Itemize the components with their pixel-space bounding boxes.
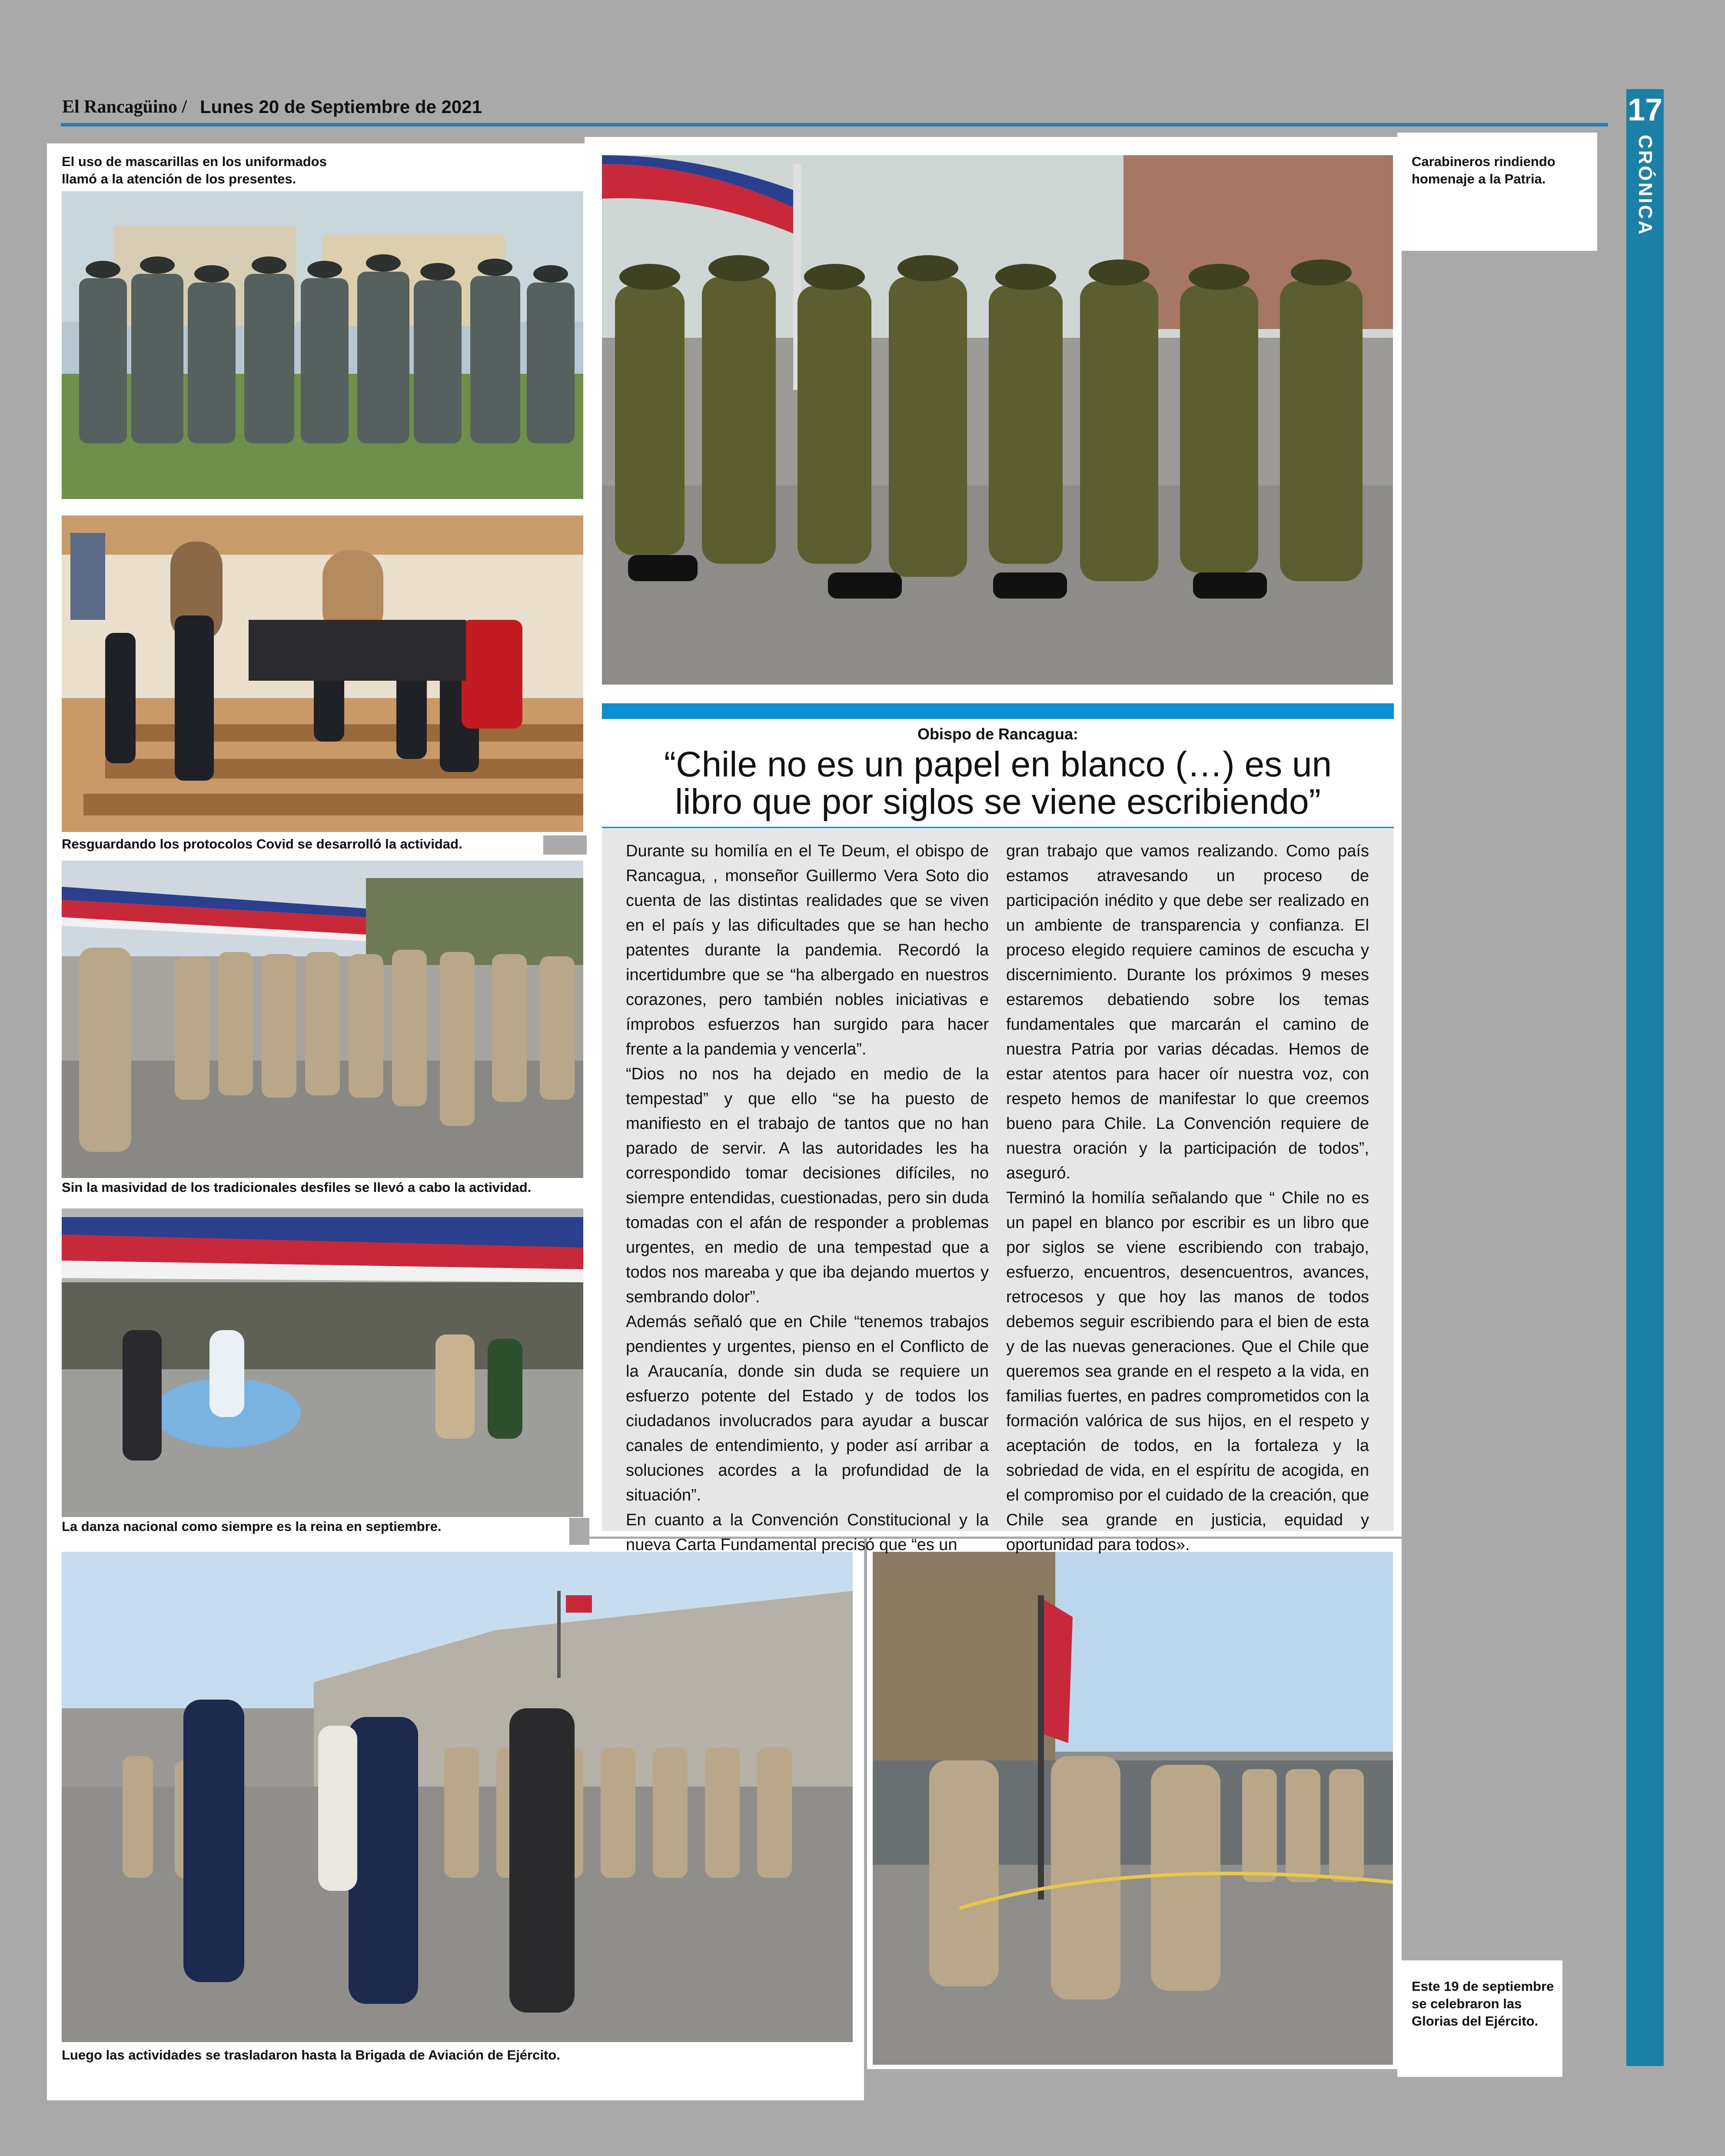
paragraph: En cuanto a la Convención Constitucional y la nueva Carta Fundamental precisó que “es un [626, 1511, 989, 1554]
photo-aviation-brigade [62, 1552, 853, 2042]
photo-parade-marching [62, 861, 583, 1178]
photo-church-interior [62, 516, 583, 832]
paragraph: “Dios no nos ha dejado en medio de la tempestad” y que ello “se ha puesto de manifiesto en el trabajo de tantos que no han parado de servir. A las autoridades les ha correspondido tomar decisiones difíciles, no siempre entendidas, cuestionadas, pero sin duda tomadas con el afán de responder a problemas urgentes, en medio de una tempestad que a todos nos mareaba y que iba dejando muertos y sembrando dolor”. [626, 1065, 989, 1306]
caption-covid: Resguardando los protocolos Covid se desarrolló la actividad. [62, 836, 462, 852]
header-rule [61, 123, 1608, 126]
photo-carabineros-marching [602, 155, 1393, 685]
caption-masks: El uso de mascarillas en los uniformados llamó a la atención de los presentes. [62, 154, 327, 186]
section-label: CRÓNICA [1635, 135, 1656, 236]
article-headline [602, 746, 1394, 821]
headline-line-1: “Chile no es un papel en blanco (…) es un [664, 745, 1332, 784]
caption-dance: La danza nacional como siempre es la reina en septiembre. [62, 1519, 442, 1534]
publication-name: El Rancagüino / [62, 97, 187, 117]
caption-parade: Sin la masividad de los tradicionales desfiles se llevó a cabo la actividad. [62, 1180, 532, 1195]
caption-aviation: Luego las actividades se trasladaron hasta la Brigada de Aviación de Ejército. [62, 2047, 560, 2063]
gray-mark [569, 1518, 589, 1545]
gray-mark [543, 835, 587, 855]
caption-box-carabineros [1397, 133, 1597, 251]
article-column-1 [626, 839, 989, 1557]
caption-glorias: Este 19 de septiembre se celebraron las Glorias del Ejército. [1412, 1979, 1554, 2029]
photo-cueca-dance [62, 1208, 583, 1517]
paragraph: Durante su homilía en el Te Deum, el obispo de Rancagua, , monseñor Guillermo Vera Soto dio cuenta de las distintas realidades que se viven en el país y las dificultades que se han hecho patentes durante la pandemia. Recordó la incertidumbre que se “ha albergado en nuestros corazones, pero también nobles iniciativas e ímprobos esfuerzos han surgido para hacer frente a la pandemia y vencerla”. [626, 842, 989, 1058]
article-kicker: Obispo de Rancagua: [917, 725, 1079, 743]
paragraph: Además señaló que en Chile “tenemos trabajos pendientes y urgentes, pienso en el Conflicto de la Araucanía, donde sin duda se requiere un esfuerzo potente del Estado y de todos los ciudadanos involucrados para ayudar a buscar canales de entendimiento, y poder así arribar a soluciones acordes a la profundidad de la situación”. [626, 1313, 989, 1504]
publication-date: Lunes 20 de Septiembre de 2021 [200, 96, 482, 117]
headline-line-2: libro que por siglos se viene escribiendo” [675, 782, 1321, 822]
article-column-2 [1006, 839, 1369, 1557]
article-top-bar [602, 703, 1394, 719]
photo-uniformed-salute [62, 191, 583, 499]
paragraph: gran trabajo que vamos realizando. Como país estamos atravesando un proceso de participación inédito y que debe ser realizado en un ambiente de transparencia y confianza. El proceso elegido requiere caminos de escucha y discernimiento. Durante los próximos 9 meses estaremos debatiendo sobre los temas fundamentales que marcarán el camino de nuestra Patria por varias décadas. Hemos de estar atentos para hacer oír nuestra voz, con respeto hemos de manifestar lo que creemos bueno para Chile. La Convención requiere de nuestra oración y la participación de todos”, aseguró. [1006, 842, 1369, 1182]
photo-flag-bearers [873, 1552, 1393, 2065]
paragraph: Terminó la homilía señalando que “ Chile no es un papel en blanco por escribir es un libro que por siglos se viene escribiendo con trabajo, esfuerzo, encuentros, desencuentros, avances, retrocesos y que hoy las manos de todos debemos seguir escribiendo para el bien de esta y de las nuevas generaciones. Que el Chile que queremos sea grande en el respeto a la vida, en familias fuertes, en padres comprometidos con la formación valórica de sus hijos, en el respeto y aceptación de todos, en la fortaleza y la sobriedad de vida, en el espíritu de acogida, en el compromiso por el cuidado de la creación, que Chile sea grande en justicia, equidad y oportunidad para todos». [1006, 1189, 1369, 1554]
page-number: 17 [1627, 93, 1663, 127]
section-sidebar [1626, 89, 1664, 2066]
caption-carabineros: Carabineros rindiendo homenaje a la Patria. [1412, 154, 1555, 186]
